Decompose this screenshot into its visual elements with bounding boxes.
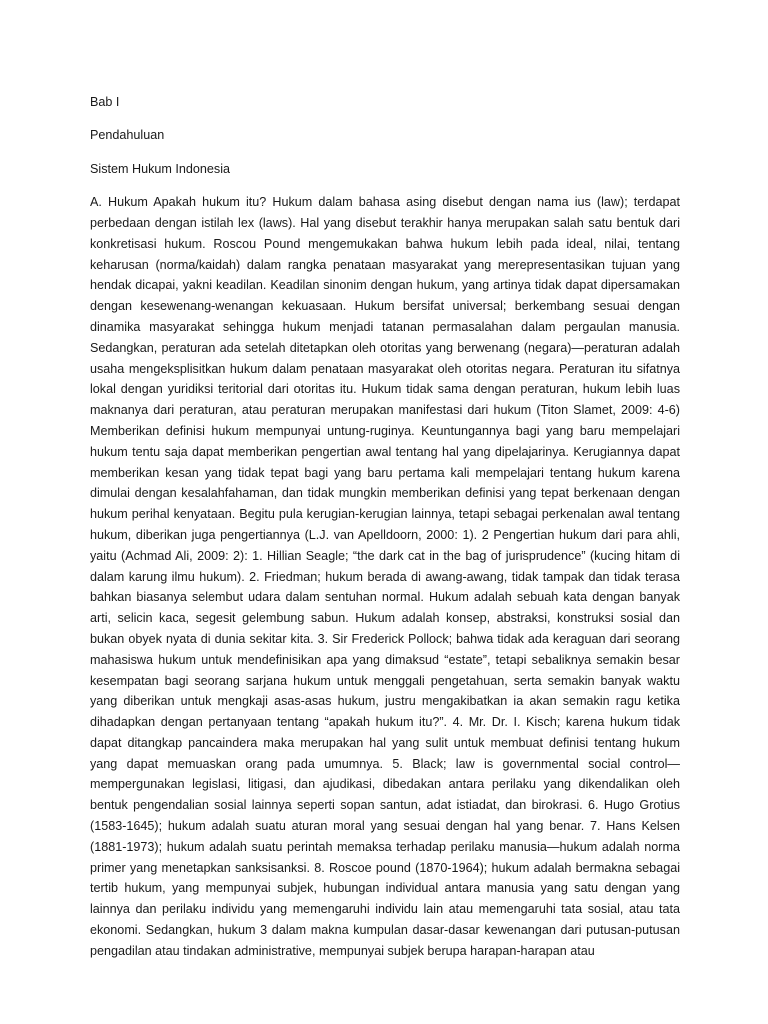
section-title: Sistem Hukum Indonesia bbox=[90, 161, 230, 176]
document-page bbox=[90, 92, 680, 962]
chapter-label: Bab I bbox=[90, 95, 120, 109]
chapter-title: Pendahuluan bbox=[90, 128, 165, 143]
body-paragraph: A. Hukum Apakah hukum itu? Hukum dalam bahasa asing disebut dengan nama ius (law); terdapat perbedaan dengan istilah lex (laws). Hal yang disebut terakhir hanya merupakan salah satu bentuk dari konkretisasi hukum. Roscou Pound mengemukakan bahwa hukum lebih pada ideal, nilai, tentang keharusan (norma/kaidah) dalam rangka penataan masyarakat yang merepresentasikan tujuan yang hendak dicapai, yakni keadilan. Keadilan sinonim dengan hukum, yang artinya tidak dapat dipersamakan dengan kesewenang-wenangan kekuasaan. Hukum bersifat universal; berkembang sesuai dengan dinamika masyarakat sehingga hukum menjadi tatanan permasalahan dalam pergaulan manusia. Sedangkan, peraturan ada setelah ditetapkan oleh otoritas yang berwenang (negara)—peraturan adalah usaha mengeksplisitkan hukum dalam penataan masyarakat oleh otoritas negara. Peraturan itu sifatnya lokal dengan yuridiksi teritorial dari otoritas itu. Hukum tidak sama dengan peraturan, hukum lebih luas maknanya dari peraturan, atau peraturan merupakan manifestasi dari hukum (Titon Slamet, 2009: 4-6) Memberikan definisi hukum mempunyai untung-ruginya. Keuntungannya bagi yang baru mempelajari hukum tentu saja dapat memberikan pengertian awal tentang hal yang dipelajarinya. Kerugiannya dapat memberikan kesan yang tidak tepat bagi yang baru pertama kali mempelajari tentang hukum karena dimulai dengan kesalahfahaman, dan tidak mungkin memberikan definisi yang tepat berkenaan dengan hukum perihal kenyataan. Begitu pula kerugian-kerugian lainnya, tetapi sebagai perkenalan awal tentang hukum, diberikan juga pengertiannya (L.J. van Apelldoorn, 2000: 1). 2 Pengertian hukum dari para ahli, yaitu (Achmad Ali, 2009: 2): 1. Hillian Seagle; “the dark cat in the bag of jurisprudence” (kucing hitam di dalam karung ilmu hukum). 2. Friedman; hukum berada di awang-awang, tidak tampak dan tidak terasa bahkan biasanya selembut udara dalam sentuhan normal. Hukum adalah sebuah kata dengan banyak arti, selicin kaca, segesit gelembung sabun. Hukum adalah konsep, abstraksi, konstruksi sosial dan bukan obyek nyata di dunia sekitar kita. 3. Sir Frederick Pollock; bahwa tidak ada keraguan dari seorang mahasiswa hukum untuk mendefinisikan apa yang dimaksud “estate”, tetapi sebaliknya semakin besar kesempatan bagi seorang sarjana hukum untuk menggali pengetahuan, serta semakin banyak waktu yang diberikan untuk mengkaji asas-asas hukum, justru mengakibatkan ia akan semakin ragu ketika dihadapkan dengan pertanyaan tentang “apakah hukum itu?”. 4. Mr. Dr. I. Kisch; karena hukum tidak dapat ditangkap pancaindera maka merupakan hal yang sulit untuk membuat definisi tentang hukum yang dapat memuaskan orang pada umumnya. 5. Black; law is governmental social control—mempergunakan legislasi, litigasi, dan ajudikasi, dibedakan antara perilaku yang dikendalikan oleh bentuk pengendalian sosial lainnya seperti sopan santun, adat istiadat, dan birokrasi. 6. Hugo Grotius (1583-1645); hukum adalah suatu aturan moral yang sesuai dengan hal yang benar. 7. Hans Kelsen (1881-1973); hukum adalah suatu perintah memaksa terhadap perilaku manusia—hukum adalah norma primer yang menetapkan sanksisanksi. 8. Roscoe pound (1870-1964); hukum adalah bermakna sebagai tertib hukum, yang mempunyai subjek, hubungan individual antara manusia yang satu dengan yang lainnya dan perilaku individu yang memengaruhi individu lain atau memengaruhi tata sosial, atau tata ekonomi. Sedangkan, hukum 3 dalam makna kumpulan dasar-dasar kewenangan dari putusan-putusan pengadilan atau tindakan administrative, mempunyai subjek berupa harapan-harapan atau bbox=[90, 195, 680, 958]
